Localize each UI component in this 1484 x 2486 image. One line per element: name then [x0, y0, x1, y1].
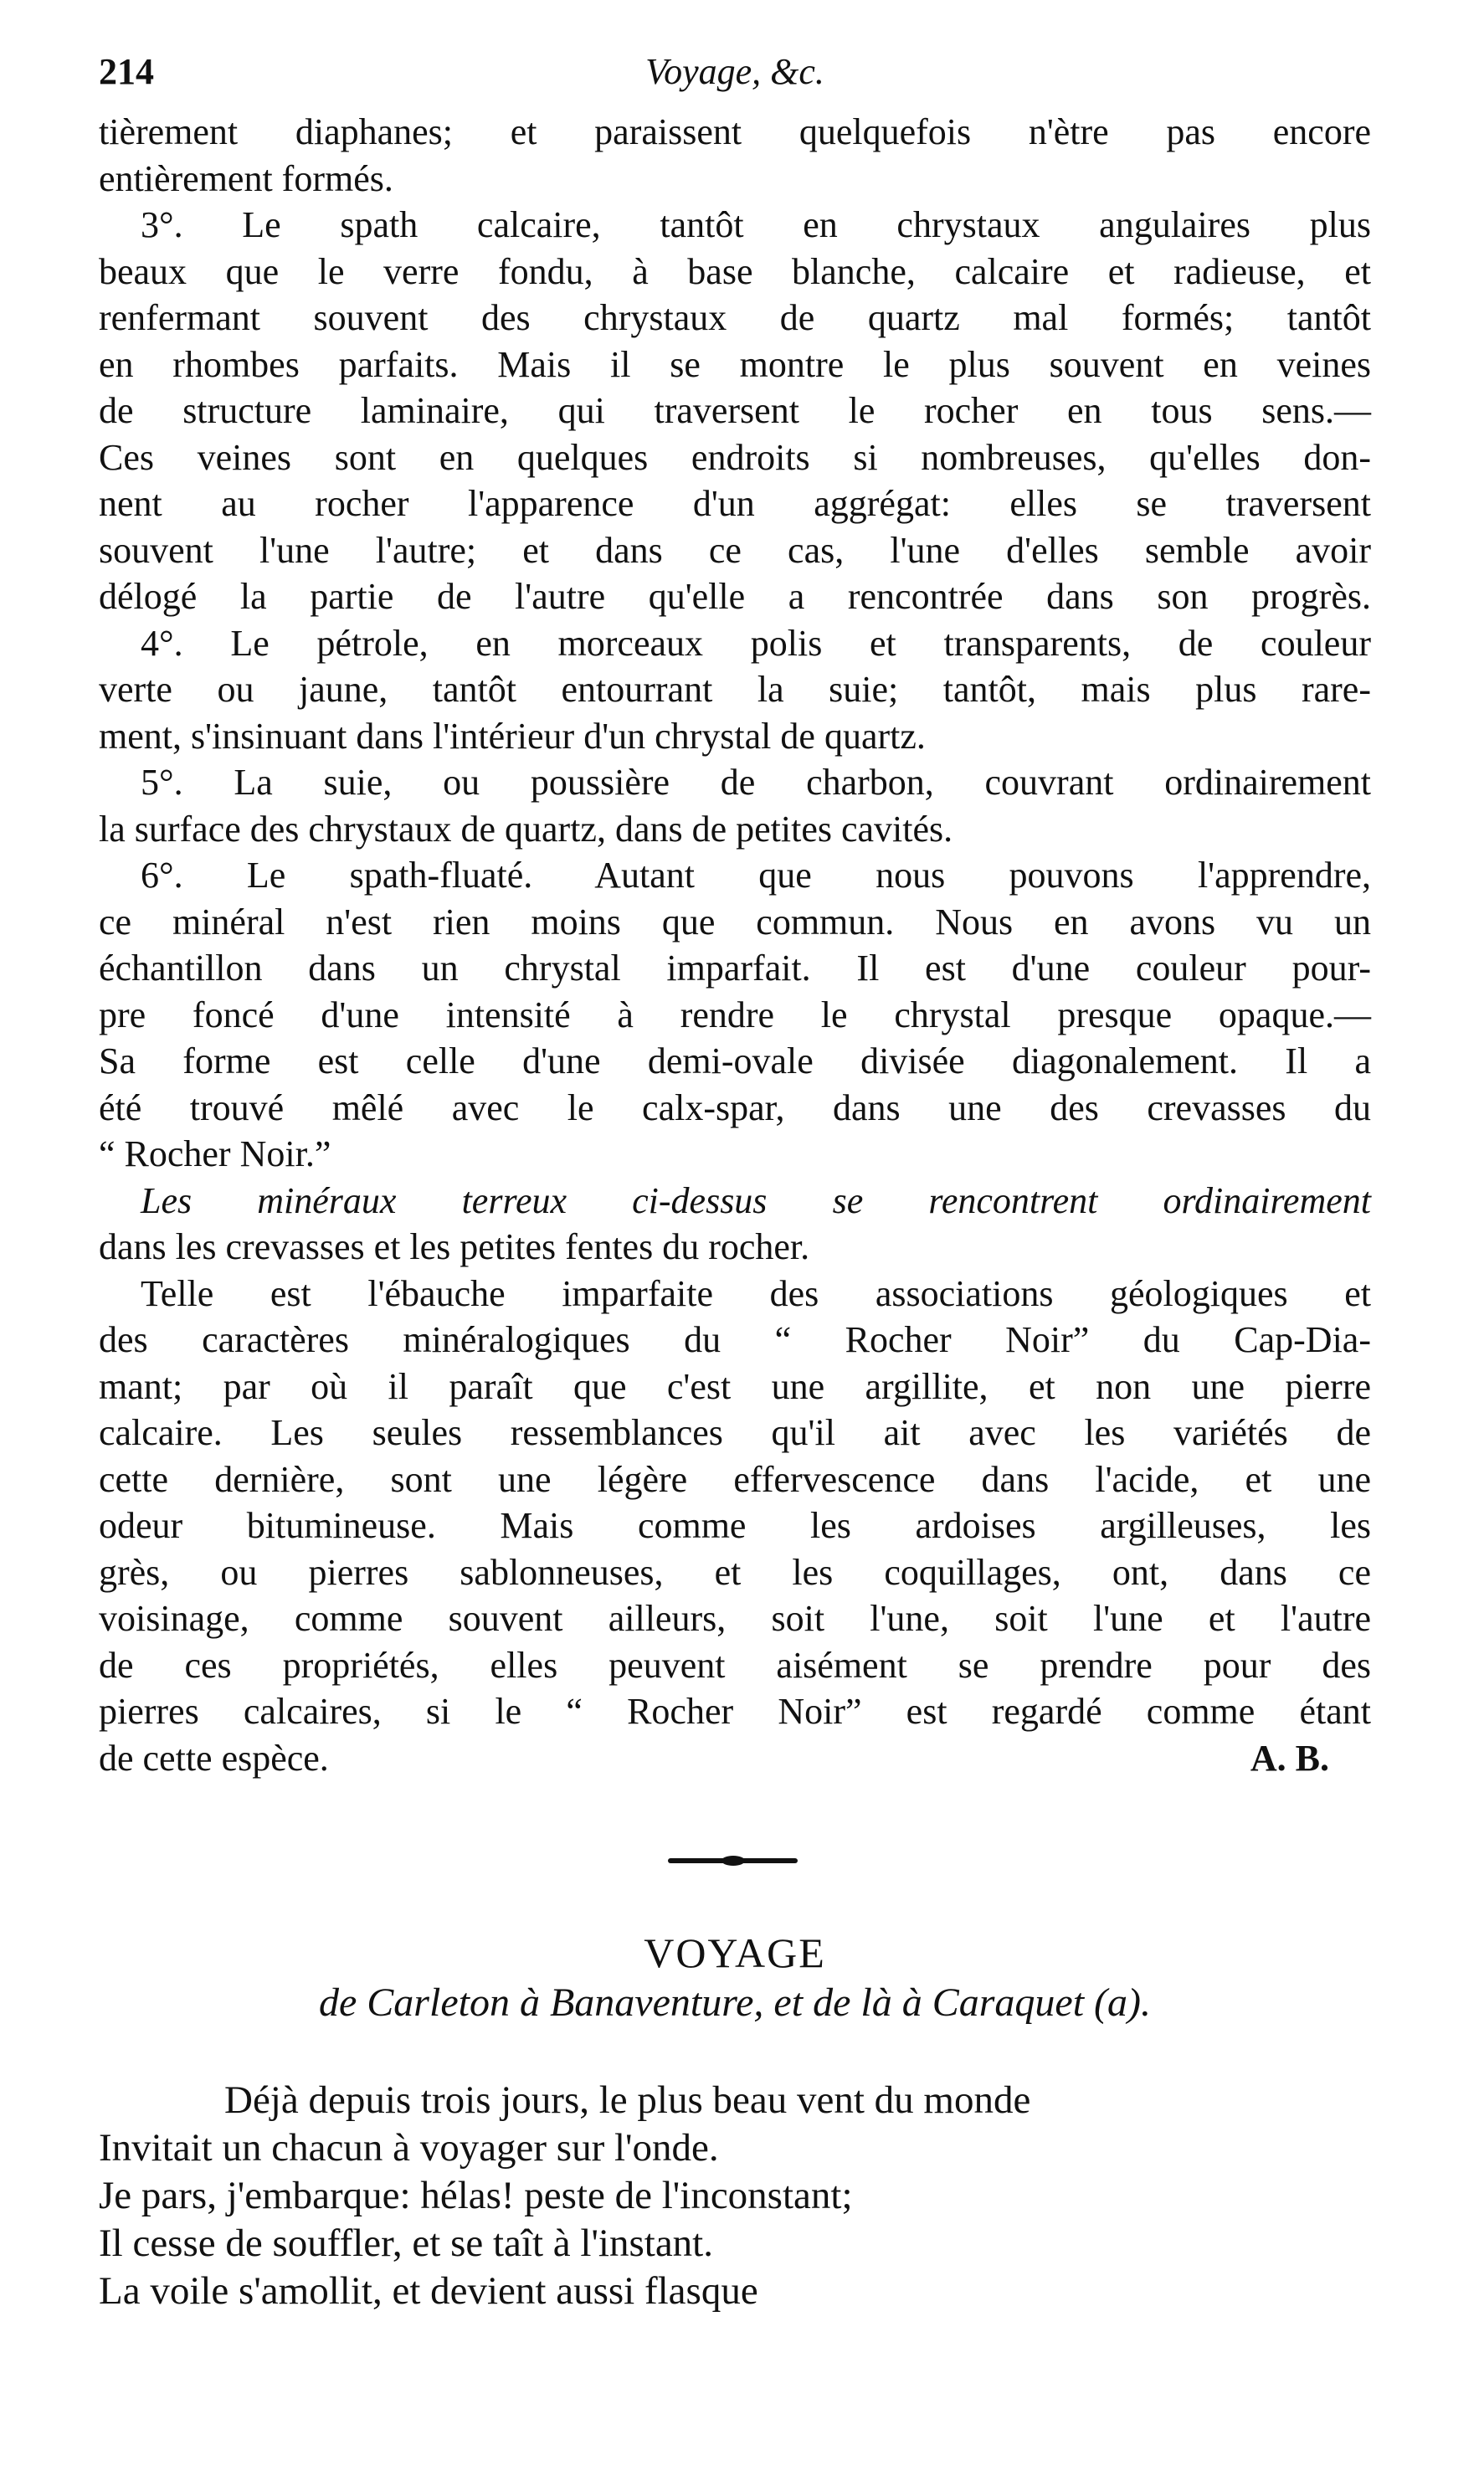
text-line: tièrement diaphanes; et paraissent quelquefois n'ètre pas encore: [99, 111, 1371, 152]
text-line: voisinage, comme souvent ailleurs, soit l'une, soit l'une et l'autre: [99, 1598, 1371, 1639]
ornament-rule: [668, 1858, 798, 1863]
text-line: Ces veines sont en quelques endroits si nombreuses, qu'elles don-: [99, 436, 1371, 478]
text-line: pierres calcaires, si le “ Rocher Noir” est regardé comme étant: [99, 1691, 1371, 1732]
page-header: [99, 50, 1371, 109]
text-line: Sa forme est celle d'une demi-ovale divisée diagonalement. Il a: [99, 1040, 1371, 1081]
text-line: beaux que le verre fondu, à base blanche, calcaire et radieuse, et: [99, 250, 1371, 292]
text-line: la surface des chrystaux de quartz, dans de petites cavités.: [99, 808, 953, 850]
verse-line: Je pars, j'embarque: hélas! peste de l'inconstant;: [99, 2174, 853, 2217]
poem-subtitle: de Carleton à Banaventure, et de là à Caraquet (a).: [318, 1980, 1152, 2025]
text-line: entièrement formés.: [99, 157, 393, 199]
text-line: ment, s'insinuant dans l'intérieur d'un chrystal de quartz.: [99, 715, 926, 757]
article-text: [99, 109, 1371, 1781]
text-line: de ces propriétés, elles peuvent aisément se prendre pour des: [99, 1644, 1371, 1686]
text-line: ce minéral n'est rien moins que commun. Nous en avons vu un: [99, 901, 1371, 943]
text-line: calcaire. Les seules ressemblances qu'il ait avec les variétés de: [99, 1412, 1371, 1453]
text-line: 3°. Le spath calcaire, tantôt en chrystaux angulaires plus: [141, 204, 1371, 245]
text-line: 4°. Le pétrole, en morceaux polis et transparents, de couleur: [141, 622, 1371, 664]
text-line: délogé la partie de l'autre qu'elle a rencontrée dans son progrès.: [99, 576, 1371, 617]
text-line: de structure laminaire, qui traversent le rocher en tous sens.—: [99, 390, 1371, 431]
text-line: 6°. Le spath-fluaté. Autant que nous pouvons l'apprendre,: [141, 855, 1371, 896]
verse-line: Invitait un chacun à voyager sur l'onde.: [99, 2126, 719, 2170]
text-line: renfermant souvent des chrystaux de quartz mal formés; tantôt: [99, 297, 1371, 338]
verse-line: Il cesse de souffler, et se taît à l'instant.: [99, 2221, 713, 2265]
text-line: nent au rocher l'apparence d'un aggrégat: elles se traversent: [99, 483, 1371, 524]
text-line: odeur bitumineuse. Mais comme les ardoises argilleuses, les: [99, 1505, 1371, 1546]
text-line: été trouvé mêlé avec le calx-spar, dans une des crevasses du: [99, 1086, 1371, 1128]
text-line: mant; par où il paraît que c'est une argillite, et non une pierre: [99, 1365, 1371, 1407]
text-line: “ Rocher Noir.”: [99, 1133, 331, 1174]
closing-text: de cette espèce.: [99, 1737, 329, 1779]
verse-line: Déjà depuis trois jours, le plus beau vent du monde: [224, 2078, 1031, 2122]
text-line: pre foncé d'une intensité à rendre le chrystal presque opaque.—: [99, 994, 1371, 1035]
text-line: verte ou jaune, tantôt entourrant la suie; tantôt, mais plus rare-: [99, 669, 1371, 710]
verse-line: La voile s'amollit, et devient aussi flasque: [99, 2269, 758, 2313]
text-line: en rhombes parfaits. Mais il se montre le plus souvent en veines: [99, 343, 1371, 385]
text-line: 5°. La suie, ou poussière de charbon, couvrant ordinairement: [141, 762, 1371, 803]
closing-line: [99, 1735, 1371, 1782]
poem-title: VOYAGE: [644, 1929, 826, 1976]
author-signature: A. B.: [1250, 1737, 1329, 1779]
text-line: cette dernière, sont une légère effervescence dans l'acide, et une: [99, 1458, 1371, 1500]
text-line: grès, ou pierres sablonneuses, et les coquillages, ont, dans ce: [99, 1551, 1371, 1593]
text-line: dans les crevasses et les petites fentes du rocher.: [99, 1226, 810, 1267]
poem-verses: [99, 2077, 1371, 2315]
text-line: Les minéraux terreux ci-dessus se rencontrent ordinairement: [141, 1179, 1371, 1221]
text-line: des caractères minéralogiques du “ Rocher Noir” du Cap-Dia-: [99, 1319, 1371, 1360]
text-line: souvent l'une l'autre; et dans ce cas, l'une d'elles semble avoir: [99, 529, 1371, 571]
running-head: Voyage, &c.: [645, 51, 824, 92]
book-page: [99, 50, 1371, 2315]
page-number: 214: [99, 51, 154, 92]
section-divider: [99, 1781, 1371, 1928]
text-line: échantillon dans un chrystal imparfait. Il est d'une couleur pour-: [99, 948, 1371, 989]
text-line: Telle est l'ébauche imparfaite des associations géologiques et: [141, 1272, 1371, 1314]
